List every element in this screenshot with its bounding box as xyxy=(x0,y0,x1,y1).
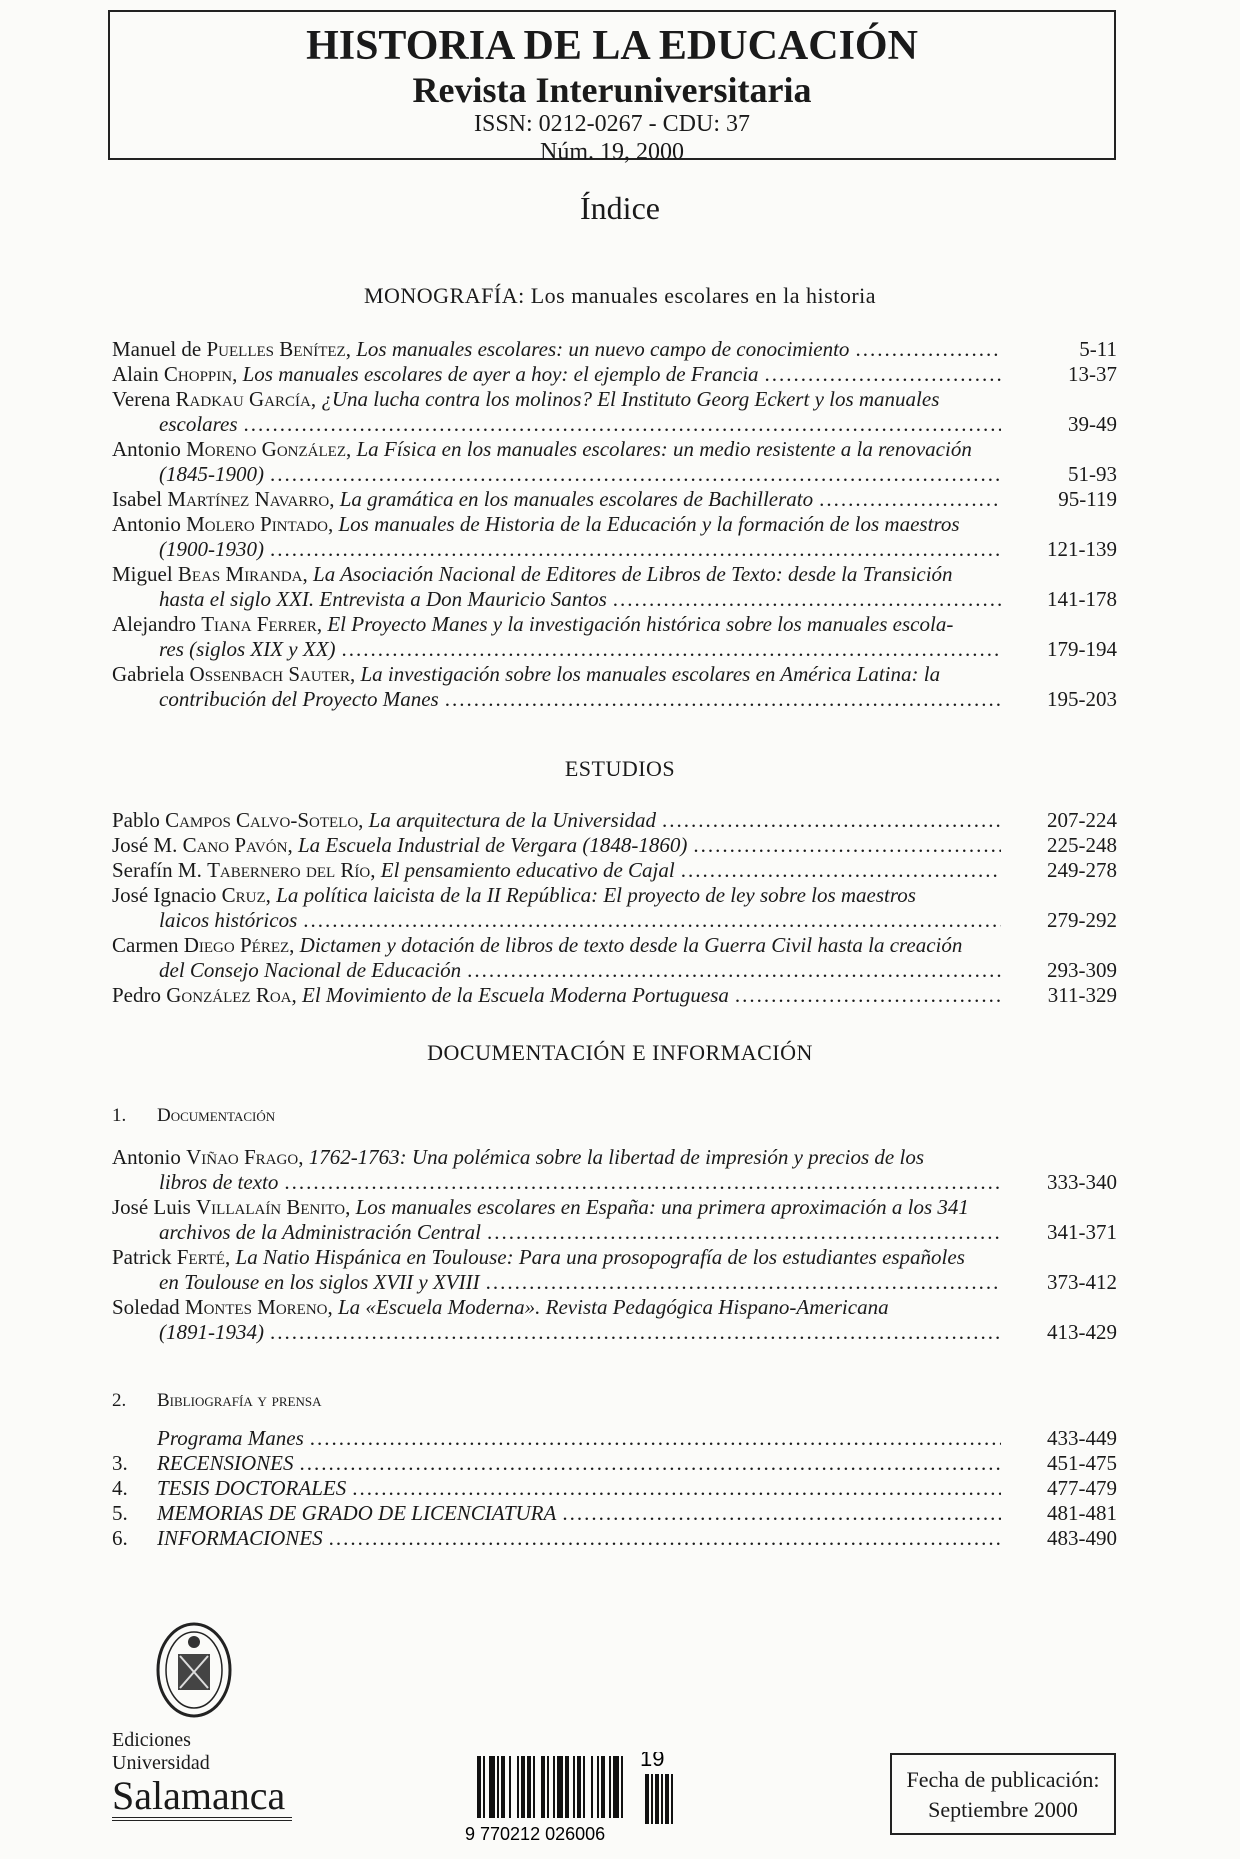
page-range: 5-11 xyxy=(1079,337,1117,361)
toc-entry: Serafín M. Tabernero del Río, El pensamiento educativo de Cajal ..... 249-278 xyxy=(112,858,1117,883)
barcode-icon xyxy=(465,1752,745,1842)
page-range: 51-93 xyxy=(1068,462,1117,486)
toc-entry: 4. TESIS DOCTORALES ..... 477-479 xyxy=(112,1476,1117,1501)
page-range: 413-429 xyxy=(1047,1320,1117,1344)
toc-entry: José M. Cano Pavón, La Escuela Industrial de Vergara (1848-1860) ..... 225-248 xyxy=(112,833,1117,858)
index-title: Índice xyxy=(580,190,660,226)
toc-entry: Soledad Montes Moreno, La «Escuela Moderna». Revista Pedagógica Hispano-Americana (1891-1934) ..... 413-429 xyxy=(112,1295,1117,1345)
page-range: 451-475 xyxy=(1047,1451,1117,1475)
publisher-line1: Ediciones Universidad xyxy=(112,1729,210,1774)
documentacion-heading: DOCUMENTACIÓN E INFORMACIÓN xyxy=(427,1040,813,1065)
page-range: 141-178 xyxy=(1047,587,1117,611)
toc-entry: Programa Manes ..... 433-449 xyxy=(112,1426,1117,1451)
journal-header xyxy=(108,10,1116,165)
publication-date-box xyxy=(890,1753,1116,1835)
estudios-heading: ESTUDIOS xyxy=(564,756,676,781)
toc-entry: José Ignacio Cruz, La política laicista de la II República: El proyecto de ley sobre los maestros laicos históricos ..... 279-292 xyxy=(112,883,1117,933)
toc-entry: 3. RECENSIONES ..... 451-475 xyxy=(112,1451,1117,1476)
toc-entry: Antonio Moreno González, La Física en los manuales escolares: un medio resistente a la renovación (1845-1900) ..... 51-93 xyxy=(112,437,1117,487)
publisher-logo xyxy=(112,1620,292,1821)
publisher-line2: Salamanca xyxy=(112,1775,292,1821)
toc-entry: Alain Choppin, Los manuales escolares de ayer a hoy: el ejemplo de Francia ..... 13-37 xyxy=(112,362,1117,387)
monografia-heading: MONOGRAFÍA: Los manuales escolares en la historia xyxy=(363,283,877,308)
bibliografia-list xyxy=(112,1426,1117,1551)
page-range: 121-139 xyxy=(1047,537,1117,561)
page-range: 333-340 xyxy=(1047,1170,1117,1194)
page-range: 225-248 xyxy=(1047,833,1117,857)
journal-subtitle: Revista Interuniversitaria xyxy=(412,70,812,110)
page-range: 179-194 xyxy=(1047,637,1117,661)
toc-entry: 6. INFORMACIONES ..... 483-490 xyxy=(112,1526,1117,1551)
publication-date-label: Fecha de publicación: xyxy=(906,1767,1100,1792)
page-range: 249-278 xyxy=(1047,858,1117,882)
journal-title: HISTORIA DE LA EDUCACIÓN xyxy=(306,23,918,69)
toc-entry: Isabel Martínez Navarro, La gramática en los manuales escolares de Bachillerato ..... 95-119 xyxy=(112,487,1117,512)
page-range: 373-412 xyxy=(1047,1270,1117,1294)
page-range: 477-479 xyxy=(1047,1476,1117,1500)
page-range: 195-203 xyxy=(1047,687,1117,711)
toc-entry: Pablo Campos Calvo-Sotelo, La arquitectura de la Universidad ..... 207-224 xyxy=(112,808,1117,833)
university-seal-icon xyxy=(154,1620,234,1720)
documentacion-list xyxy=(112,1145,1117,1345)
toc-entry: Pedro González Roa, El Movimiento de la Escuela Moderna Portuguesa ..... 311-329 xyxy=(112,983,1117,1008)
toc-entry: Antonio Viñao Frago, 1762-1763: Una polémica sobre la libertad de impresión y precios de los libros de texto ..... 333-340 xyxy=(112,1145,1117,1195)
toc-entry: Antonio Molero Pintado, Los manuales de Historia de la Educación y la formación de los maestros (1900-1930) ..... 121-139 xyxy=(112,512,1117,562)
toc-entry: Carmen Diego Pérez, Dictamen y dotación de libros de texto desde la Guerra Civil hasta la creación del Consejo Nacional de Educación ..... 293-309 xyxy=(112,933,1117,983)
issue-line: Núm. 19, 2000 xyxy=(540,139,684,165)
toc-entry: Patrick Ferté, La Natio Hispánica en Toulouse: Para una prosopografía de los estudiantes españoles en Toulouse en los siglos XVII y XVIII ..... 373-412 xyxy=(112,1245,1117,1295)
issn-line: ISSN: 0212-0267 - CDU: 37 xyxy=(473,111,750,137)
page-range: 481-481 xyxy=(1047,1501,1117,1525)
barcode-number: 9 770212 026006 xyxy=(465,1824,606,1842)
publication-date-value: Septiembre 2000 xyxy=(928,1797,1078,1822)
toc-entry: José Luis Villalaín Benito, Los manuales escolares en España: una primera aproximación a los 341 archivos de la Administración Central ..... 341-371 xyxy=(112,1195,1117,1245)
page-range: 39-49 xyxy=(1068,412,1117,436)
page-range: 13-37 xyxy=(1068,362,1117,386)
toc-entry: 5. MEMORIAS DE GRADO DE LICENCIATURA ..... 481-481 xyxy=(112,1501,1117,1526)
toc-entry: Miguel Beas Miranda, La Asociación Nacional de Editores de Libros de Texto: desde la Transición hasta el siglo XXI. Entrevista a Don Mauricio Santos ..... 141-178 xyxy=(112,562,1117,612)
page-range: 95-119 xyxy=(1058,487,1117,511)
page-range: 207-224 xyxy=(1047,808,1117,832)
page-range: 341-371 xyxy=(1047,1220,1117,1244)
toc-entry: Manuel de Puelles Benítez, Los manuales escolares: un nuevo campo de conocimiento ..... 5-11 xyxy=(112,337,1117,362)
estudios-list xyxy=(112,808,1117,1008)
monografia-list xyxy=(112,337,1117,712)
bibliografia-subheading: 2. Bibliografía y prensa xyxy=(112,1390,322,1411)
toc-entry: Alejandro Tiana Ferrer, El Proyecto Manes y la investigación histórica sobre los manuales escola- res (siglos XIX y XX) ..... 179-194 xyxy=(112,612,1117,662)
page-range: 293-309 xyxy=(1047,958,1117,982)
page-range: 311-329 xyxy=(1047,983,1117,1007)
page-range: 483-490 xyxy=(1047,1526,1117,1550)
barcode-addon: 19 xyxy=(640,1752,665,1771)
toc-entry: Gabriela Ossenbach Sauter, La investigación sobre los manuales escolares en América Latina: la contribución del Proyecto Manes ..... 195-203 xyxy=(112,662,1117,712)
page-range: 279-292 xyxy=(1047,908,1117,932)
toc-entry: Verena Radkau García, ¿Una lucha contra los molinos? El Instituto Georg Eckert y los manuales escolares ..... 39-49 xyxy=(112,387,1117,437)
page-range: 433-449 xyxy=(1047,1426,1117,1450)
documentacion-subheading: 1. Documentación xyxy=(112,1105,276,1126)
